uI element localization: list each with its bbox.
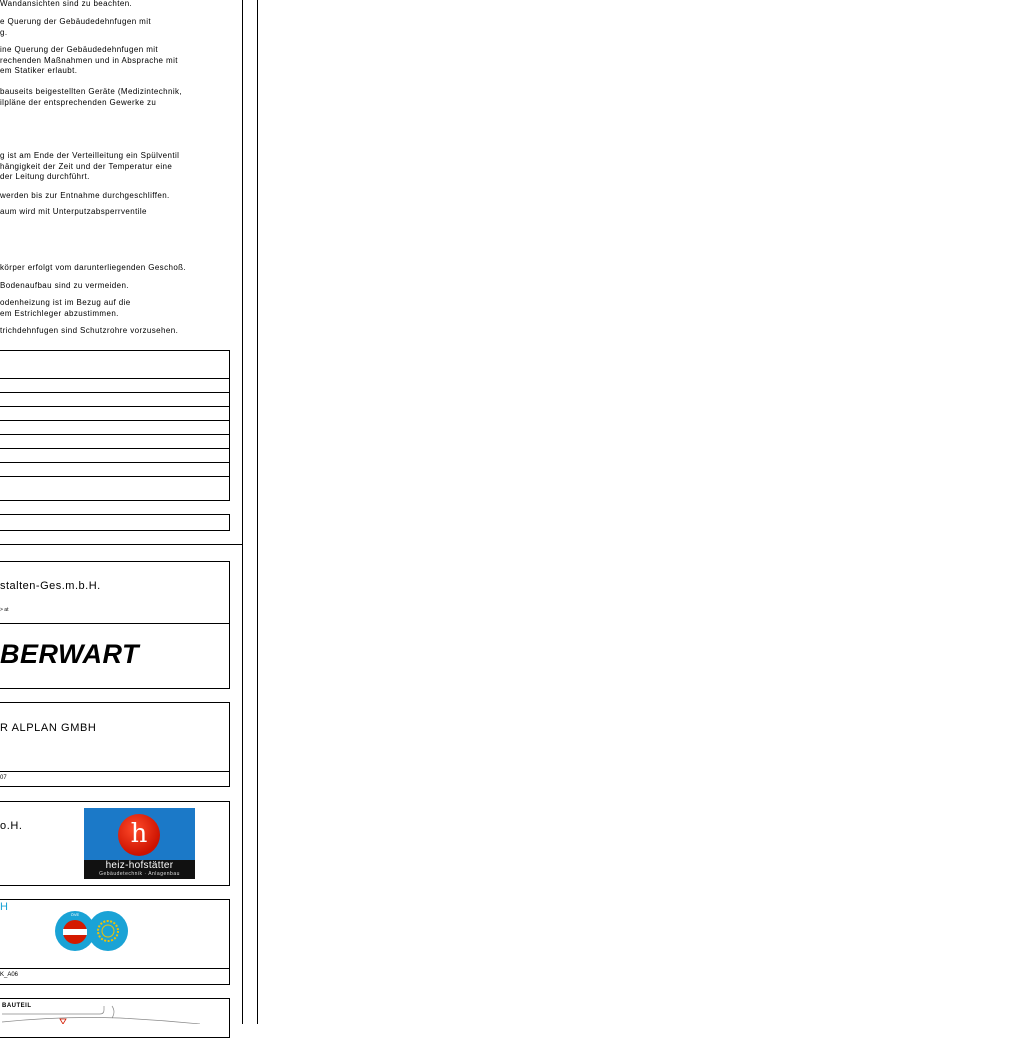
planner-box — [0, 702, 230, 787]
logo-letter: h — [130, 819, 148, 849]
logo-band — [84, 860, 195, 879]
revision-row-line — [0, 448, 229, 449]
logo-company-name: heiz-hofstätter — [105, 860, 174, 871]
revision-row-line — [0, 406, 229, 407]
hvac-name: o.H. — [0, 820, 23, 832]
note-1: Wandansichten sind zu beachten. — [0, 0, 133, 8]
note-11: trichdehnfugen sind Schutzrohre vorzusehen. — [0, 326, 179, 335]
note-9: Bodenaufbau sind zu vermeiden. — [0, 281, 129, 290]
svg-text:ÖVE: ÖVE — [70, 912, 80, 917]
logo-circle-icon — [118, 814, 160, 856]
note-4: bauseits beigestellten Geräte (Medizintechnik, ilpläne der entsprechenden Gewerke zu — [0, 87, 183, 107]
logo-company-sub: Gebäudetechnik · Anlagenbau — [99, 871, 180, 877]
revision-table — [0, 350, 230, 501]
planner-divider — [0, 771, 229, 772]
frame-line-right — [257, 0, 258, 1024]
client-name: stalten-Ges.m.b.H. — [0, 580, 101, 592]
revision-row-line — [0, 420, 229, 421]
bauteil-label: BAUTEIL — [2, 1003, 32, 1009]
client-divider — [0, 623, 229, 624]
certification-seals-icon — [55, 909, 131, 953]
note-2: e Querung der Gebäudedehnfugen mit g. — [0, 17, 152, 37]
note-8: körper erfolgt vom darunterliegenden Geschoß. — [0, 263, 187, 272]
note-3: ine Querung der Gebäudedehnfugen mit rechenden Maßnahmen und in Absprache mit em Statiker erlaubt. — [0, 45, 178, 75]
planner-code: 07 — [0, 775, 7, 781]
note-5: g ist am Ende der Verteilleitung ein Spülventil hängigkeit der Zeit und der Temperatur eine der Leitung durchführt. — [0, 151, 180, 181]
heiz-hofstaetter-logo — [84, 808, 195, 879]
revision-row-line — [0, 392, 229, 393]
electrical-name: H — [0, 901, 8, 913]
electrical-code: K_A06 — [0, 972, 19, 978]
note-10: odenheizung ist im Bezug auf die em Estrichleger abzustimmen. — [0, 298, 131, 318]
titleblock-separator — [0, 544, 243, 545]
note-7: aum wird mit Unterputzabsperrventile — [0, 207, 147, 216]
index-box — [0, 514, 230, 531]
revision-row-line — [0, 434, 229, 435]
planner-name: R ALPLAN GMBH — [0, 722, 97, 734]
revision-row-line — [0, 462, 229, 463]
project-name: BERWART — [0, 639, 140, 669]
client-small-text: > at — [0, 607, 9, 613]
revision-row-line — [0, 378, 229, 379]
revision-row-line — [0, 476, 229, 477]
frame-line-left — [242, 0, 243, 1024]
note-6: werden bis zur Entnahme durchgeschliffen. — [0, 191, 170, 200]
electrical-divider — [0, 968, 229, 969]
bauteil-keyplan — [0, 1004, 230, 1024]
